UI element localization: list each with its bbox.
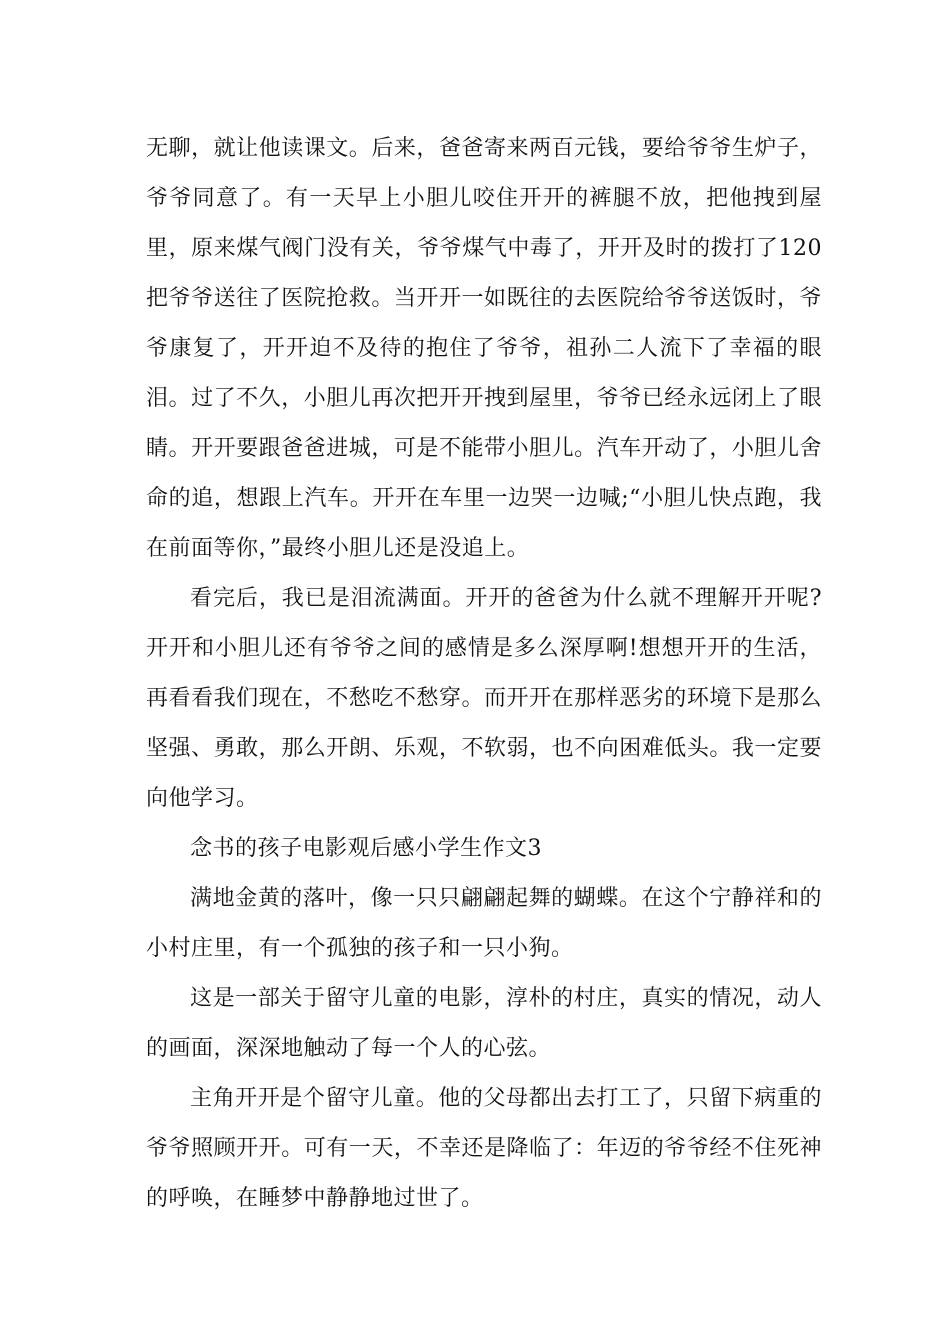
section-heading: 念书的孩子电影观后感小学生作文3 (190, 836, 542, 861)
paragraph-opening: 满地金黄的落叶，像一只只翩翩起舞的蝴蝶。在这个宁静祥和的小村庄里，有一个孤独的孩子和一只小狗。 (146, 886, 822, 961)
paragraph-reflection: 看完后，我已是泪流满面。开开的爸爸为什么就不理解开开呢?开开和小胆儿还有爷爷之间的感情是多么深厚啊!想想开开的生活，再看看我们现在，不愁吃不愁穿。而开开在那样恶劣的环境下是那么坚强、勇敢，那么开朗、乐观，不软弱，也不向困难低头。我一定要向他学习。 (146, 586, 822, 811)
paragraph-continuation: 无聊，就让他读课文。后来，爸爸寄来两百元钱，要给爷爷生炉子，爷爷同意了。有一天早上小胆儿咬住开开的裤腿不放，把他拽到屋里，原来煤气阀门没有关，爷爷煤气中毒了，开开及时的拨打了120把爷爷送往了医院抢救。当开开一如既往的去医院给爷爷送饭时，爷爷康复了，开开迫不及待的抱住了爷爷，祖孙二人流下了幸福的眼泪。过了不久，小胆儿再次把开开拽到屋里，爷爷已经永远闭上了眼睛。开开要跟爸爸进城，可是不能带小胆儿。汽车开动了，小胆儿舍命的追，想跟上汽车。开开在车里一边哭一边喊;“小胆儿快点跑，我在前面等你，”最终小胆儿还是没追上。 (146, 136, 822, 561)
paragraph-protagonist: 主角开开是个留守儿童。他的父母都出去打工了，只留下病重的爷爷照顾开开。可有一天，不幸还是降临了：年迈的爷爷经不住死神的呼唤，在睡梦中静静地过世了。 (146, 1086, 822, 1211)
document-body (146, 124, 822, 1224)
paragraph-film-intro: 这是一部关于留守儿童的电影，淳朴的村庄，真实的情况，动人的画面，深深地触动了每一个人的心弦。 (146, 986, 822, 1061)
